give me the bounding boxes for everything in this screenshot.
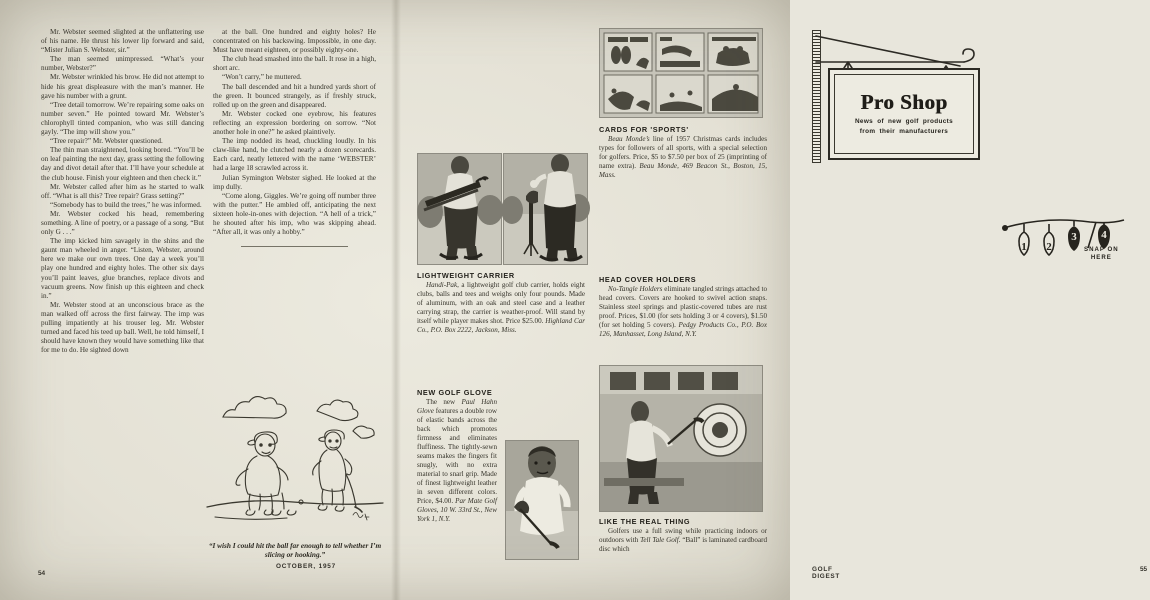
story-paragraph: “Won’t carry,” he muttered. — [222, 73, 302, 82]
story-column-one — [41, 28, 204, 355]
pro-shop-title: Pro Shop — [860, 90, 948, 114]
story-paragraph: “Come along, Giggles. We’re going off number three with the putter.” He ambled off, anticipating the next sixteen hole-in-ones with dejection. “A hell of a trick,” he shouted after his imp, who was skipping ahead. “After all, it was only a hobby.” — [213, 191, 376, 237]
product-brand: Tell Tale Golf — [640, 536, 679, 544]
story-paragraph: Mr. Webster called after him as he started to walk off. “What is all this? Tree repair? Grass setting?” — [41, 182, 204, 200]
story-paragraph: Mr. Webster cocked one eyebrow, his features reflecting an expression bordering on sorrow. “Not another hole in one?” he asked plaintively. — [213, 109, 376, 137]
story-paragraph: Mr. Webster cocked his head, remembering something. A line of poetry, or a passage of a song. “But only G . . .” — [41, 209, 204, 237]
issue-date: OCTOBER, 1957 — [276, 563, 337, 570]
story-paragraph: “Tree detail tomorrow. We’re repairing some oaks on number seven.” He pointed toward Mr. Webster’s chlorophyll tinted companion, who was still dancing gayly. “The imp will show you.” — [41, 100, 204, 137]
product-brand: Paul Hahn Glove — [417, 398, 497, 415]
story-paragraph: The man seemed unimpressed. “What’s your number, Webster?” — [41, 55, 204, 73]
photo-golf-glove — [505, 440, 579, 560]
story-paragraph: The thin man straightened, looking bored. “You’ll be on leaf painting the next day, grass setting the following day and divot detail after that. I’ll have your schedule at the club house. Finish your eighteen and then check it.” — [41, 146, 204, 182]
product-lightweight-carrier — [417, 271, 585, 335]
product-source: Pedgy Products Co., P.O. Box 126, Manhasset, Long Island, N.Y. — [599, 321, 767, 338]
snap-on-here-label — [1084, 246, 1119, 262]
product-source: Beau Monde, 469 Beacon St., Boston, 15, Mass. — [599, 162, 767, 179]
photo-carrier-right — [503, 153, 588, 265]
holder-number-4: 4 — [1101, 229, 1107, 241]
product-body-suffix: . “Ball” is laminated cardboard disc which — [599, 536, 767, 553]
product-brand: Handi-Pak — [426, 281, 458, 289]
story-paragraph: Julian Symington Webster sighed. He looked at the imp dully. — [213, 173, 376, 191]
product-body: features a double row of elastic bands across the back which promotes firmness and eliminates fluffiness. The tightly-sewn seams makes the fingers fit snugly, with no extra material to snarl grip. Made of finest lightweight leather in seven different colors. Price, $4.00. — [417, 407, 497, 505]
product-body-prefix: The new — [426, 398, 462, 406]
section-divider-rule — [241, 246, 348, 247]
masthead-footer-left: GOLF DIGEST — [812, 566, 840, 580]
holder-number-1: 1 — [1021, 241, 1027, 253]
product-head-cover-holders — [599, 275, 767, 339]
product-body: , a lightweight golf club carrier, holds eight clubs, balls and tees and weighs only four pounds. Made of aluminum, with an oak and steel case and a leather carrying strap, the carrier is weather-proof. Will stand by itself while player makes shot. Price $25.00. — [417, 281, 585, 325]
story-paragraph: The imp nodded its head, chuckling loudly. In his claw-like hand, he clutched nearly a dozen scorecards. Each card, neatly lettered with the name ‘WEBSTER’ had a large 18 scrawled across it. — [213, 137, 376, 173]
product-body: line of 1957 Christmas cards includes types for followers of all sports, with a special selection for golfers. Price, $5 to $7.50 per box of 25 (imprinting of name extra). — [599, 135, 767, 170]
story-paragraph: The club head smashed into the ball. It rose in a high, short arc. — [213, 55, 376, 73]
product-brand: No-Tangle Holders — [608, 285, 663, 293]
head-cover-holders-diagram — [1000, 214, 1150, 274]
story-paragraph: Mr. Webster seemed slighted at the unflattering use of his name. He thrust his lower lip forward and said, “Mister Julian S. Webster, sir.” — [41, 28, 204, 55]
product-heading: LIGHTWEIGHT CARRIER — [417, 271, 515, 280]
snap-on-line-2: HERE — [1090, 254, 1112, 261]
story-paragraph: at the ball. One hundred and eighty holes? He concentrated on his backswing. Impossible, in one day. Must have meant eighteen, or possibly eighty-one. — [213, 28, 376, 55]
story-paragraph: The ball descended and hit a hundred yards short of the green. It bounced strangely, as if freshly struck, rolled up on the green and disappeared. — [213, 82, 376, 109]
holder-number-3: 3 — [1071, 231, 1077, 243]
product-heading: LIKE THE REAL THING — [599, 517, 691, 526]
story-paragraph: The imp kicked him savagely in the shins and the gaunt man wheeled in anger. “Listen, Webster, around here we make our own trees. One day a week you’ll play one hundred and eighty holes. The other six days you’ll paint leaves, glue branches, replace divots and vacuum greens. Now finish up this eighteen and check in.” — [41, 237, 204, 300]
holder-number-2: 2 — [1046, 241, 1052, 253]
product-source: Par Mate Golf Gloves, 10 W. 33rd St., New York 1, N.Y. — [417, 497, 497, 523]
cartoon-illustration — [205, 383, 385, 538]
recto-page — [395, 0, 1148, 600]
product-brand: Beau Monde’s — [608, 135, 650, 143]
story-paragraph: Mr. Webster stood at an unconscious brace as the man walked off across the first fairway. The imp was pulling impatiently at his trouser leg. Mr. Webster turned and faced his teed up ball. Well, he told himself, I should have known they would have something like that for me to do. He sighted down — [41, 300, 204, 355]
story-paragraph: “Somebody has to build the trees,” he was informed. — [50, 200, 202, 209]
page-number-right: 55 — [1140, 566, 1148, 573]
product-body: Golfers use a full swing while practicing indoors or outdoors with — [599, 527, 767, 544]
product-heading: CARDS FOR 'SPORTS' — [599, 125, 689, 134]
product-new-golf-glove — [417, 388, 497, 524]
cartoon-caption: “I wish I could hit the ball far enough to tell whether I’m slicing or hooking.” — [208, 541, 382, 560]
story-paragraph: “Tree repair?” Mr. Webster questioned. — [50, 137, 163, 146]
pro-shop-sign — [828, 68, 980, 160]
photo-christmas-cards — [599, 28, 763, 118]
photo-indoor-practice — [599, 365, 763, 512]
product-like-the-real-thing — [599, 517, 767, 554]
product-body: eliminate tangled strings attached to head covers. Covers are hooked to swivel action snaps. Stainless steel springs and plastic-covered tubes are rust proof. Prices, $1.00 (for sets holding 3 or 4 covers), $1.50 (for set holding 5 covers). — [599, 285, 767, 329]
product-heading: HEAD COVER HOLDERS — [599, 275, 697, 284]
pro-shop-subtitle-line-1: News of new golf products — [854, 118, 954, 125]
pro-shop-subtitle-line-2: from their manufacturers — [859, 128, 949, 135]
story-paragraph: Mr. Webster wrinkled his brow. He did not attempt to hide his great displeasure with the man’s manner. He gave his number with a grunt. — [41, 73, 204, 100]
pro-shop-masthead — [804, 28, 980, 163]
product-source: Highland Car Co., P.O. Box 2222, Jackson, Miss. — [417, 317, 585, 334]
photo-carrier-left — [417, 153, 502, 265]
verso-page — [0, 0, 395, 600]
product-heading: NEW GOLF GLOVE — [417, 388, 493, 397]
product-cards-for-sports — [599, 125, 767, 180]
story-column-two — [213, 28, 376, 254]
snap-on-line-1: SNAP ON — [1084, 246, 1119, 253]
page-number-left: 54 — [38, 570, 46, 577]
